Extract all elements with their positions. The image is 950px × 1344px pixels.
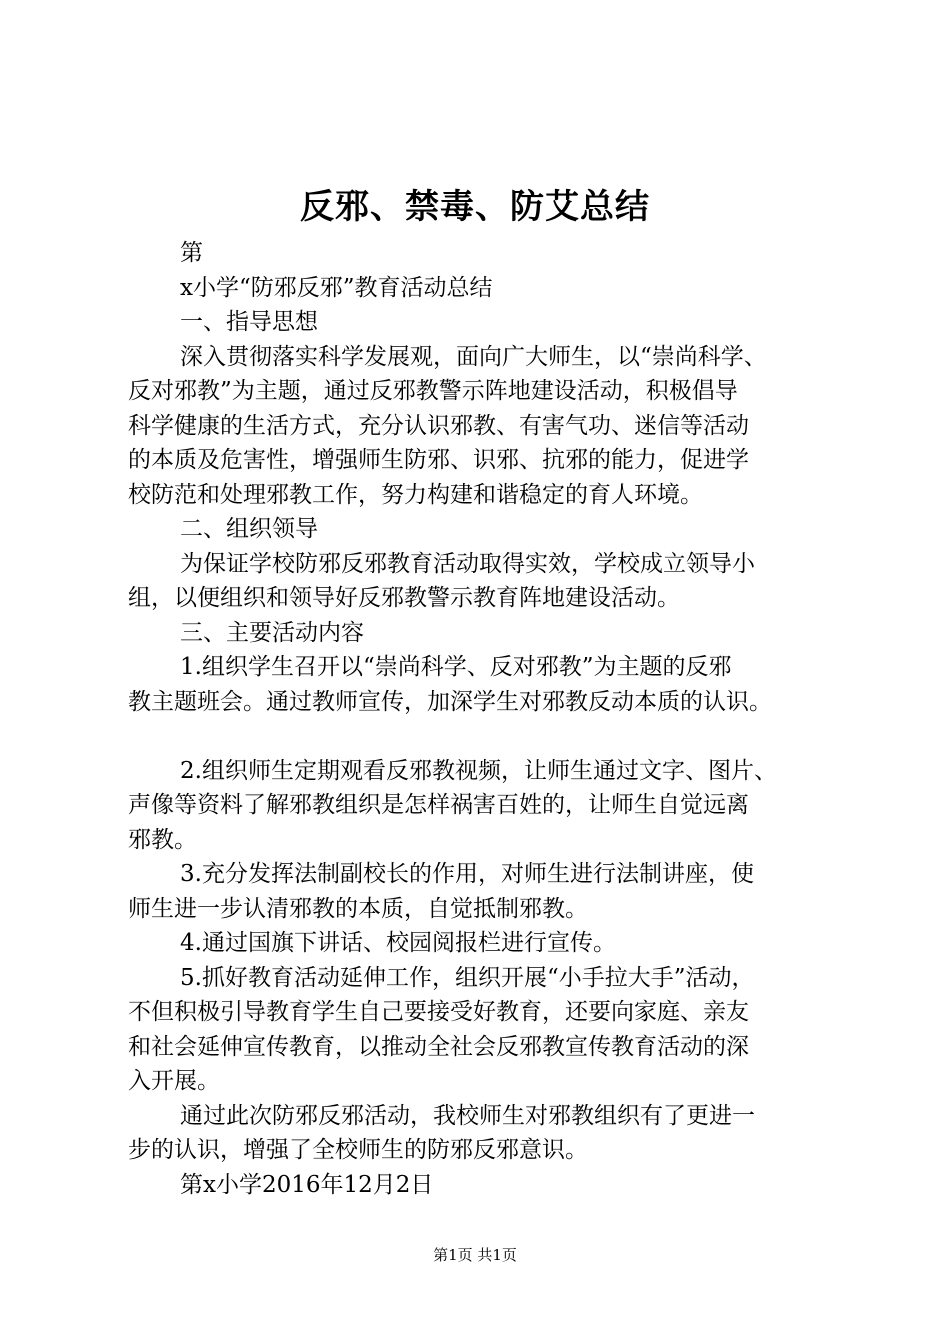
body-line: 教主题班会。通过教师宣传，加深学生对邪教反动本质的认识。 — [128, 688, 772, 715]
body-line: 深入贯彻落实科学发展观，面向广大师生，以“崇尚科学、 — [180, 343, 767, 370]
body-line: 4.通过国旗下讲话、校园阅报栏进行宣传。 — [180, 930, 616, 956]
body-line: x小学“防邪反邪”教育活动总结 — [180, 274, 493, 301]
body-line: 通过此次防邪反邪活动，我校师生对邪教组织有了更进一 — [180, 1102, 755, 1129]
body-line: 步的认识，增强了全校师生的防邪反邪意识。 — [128, 1137, 588, 1163]
body-line: 师生进一步认清邪教的本质，自觉抵制邪教。 — [128, 895, 588, 922]
body-line: 第x小学2016年12月2日 — [180, 1171, 434, 1198]
document-title: 反邪、禁毒、防艾总结 — [300, 187, 650, 227]
body-line: 1.组织学生召开以“崇尚科学、反对邪教”为主题的反邪 — [180, 654, 732, 680]
body-line: 5.抓好教育活动延伸工作，组织开展“小手拉大手”活动， — [180, 964, 755, 991]
body-line: 组，以便组织和领导好反邪教警示教育阵地建设活动。 — [128, 585, 680, 611]
body-line: 邪教。 — [128, 826, 197, 853]
body-line: 三、主要活动内容 — [180, 619, 364, 646]
body-line: 不但积极引导教育学生自己要接受好教育，还要向家庭、亲友 — [128, 999, 749, 1025]
body-line: 反对邪教”为主题，通过反邪教警示阵地建设活动，积极倡导 — [128, 378, 738, 404]
body-line: 二、组织领导 — [180, 516, 318, 542]
page-footer: 第1页 共1页 — [433, 1246, 517, 1264]
body-line: 校防范和处理邪教工作，努力构建和谐稳定的育人环境。 — [128, 481, 703, 508]
blank-line — [128, 719, 852, 754]
document-body — [128, 236, 852, 1202]
body-line: 的本质及危害性，增强师生防邪、识邪、抗邪的能力，促进学 — [128, 447, 749, 473]
body-line: 入开展。 — [128, 1068, 220, 1094]
body-line: 第 — [180, 240, 203, 266]
body-line: 一、指导思想 — [180, 309, 318, 335]
body-line: 和社会延伸宣传教育，以推动全社会反邪教宣传教育活动的深 — [128, 1033, 749, 1060]
body-line: 3.充分发挥法制副校长的作用，对师生进行法制讲座，使 — [180, 861, 754, 887]
body-line: 声像等资料了解邪教组织是怎样祸害百姓的，让师生自觉远离 — [128, 792, 749, 818]
body-line: 2.组织师生定期观看反邪教视频，让师生通过文字、图片、 — [180, 757, 777, 784]
body-line: 为保证学校防邪反邪教育活动取得实效，学校成立领导小 — [180, 550, 755, 577]
body-line: 科学健康的生活方式，充分认识邪教、有害气功、迷信等活动 — [128, 412, 749, 439]
